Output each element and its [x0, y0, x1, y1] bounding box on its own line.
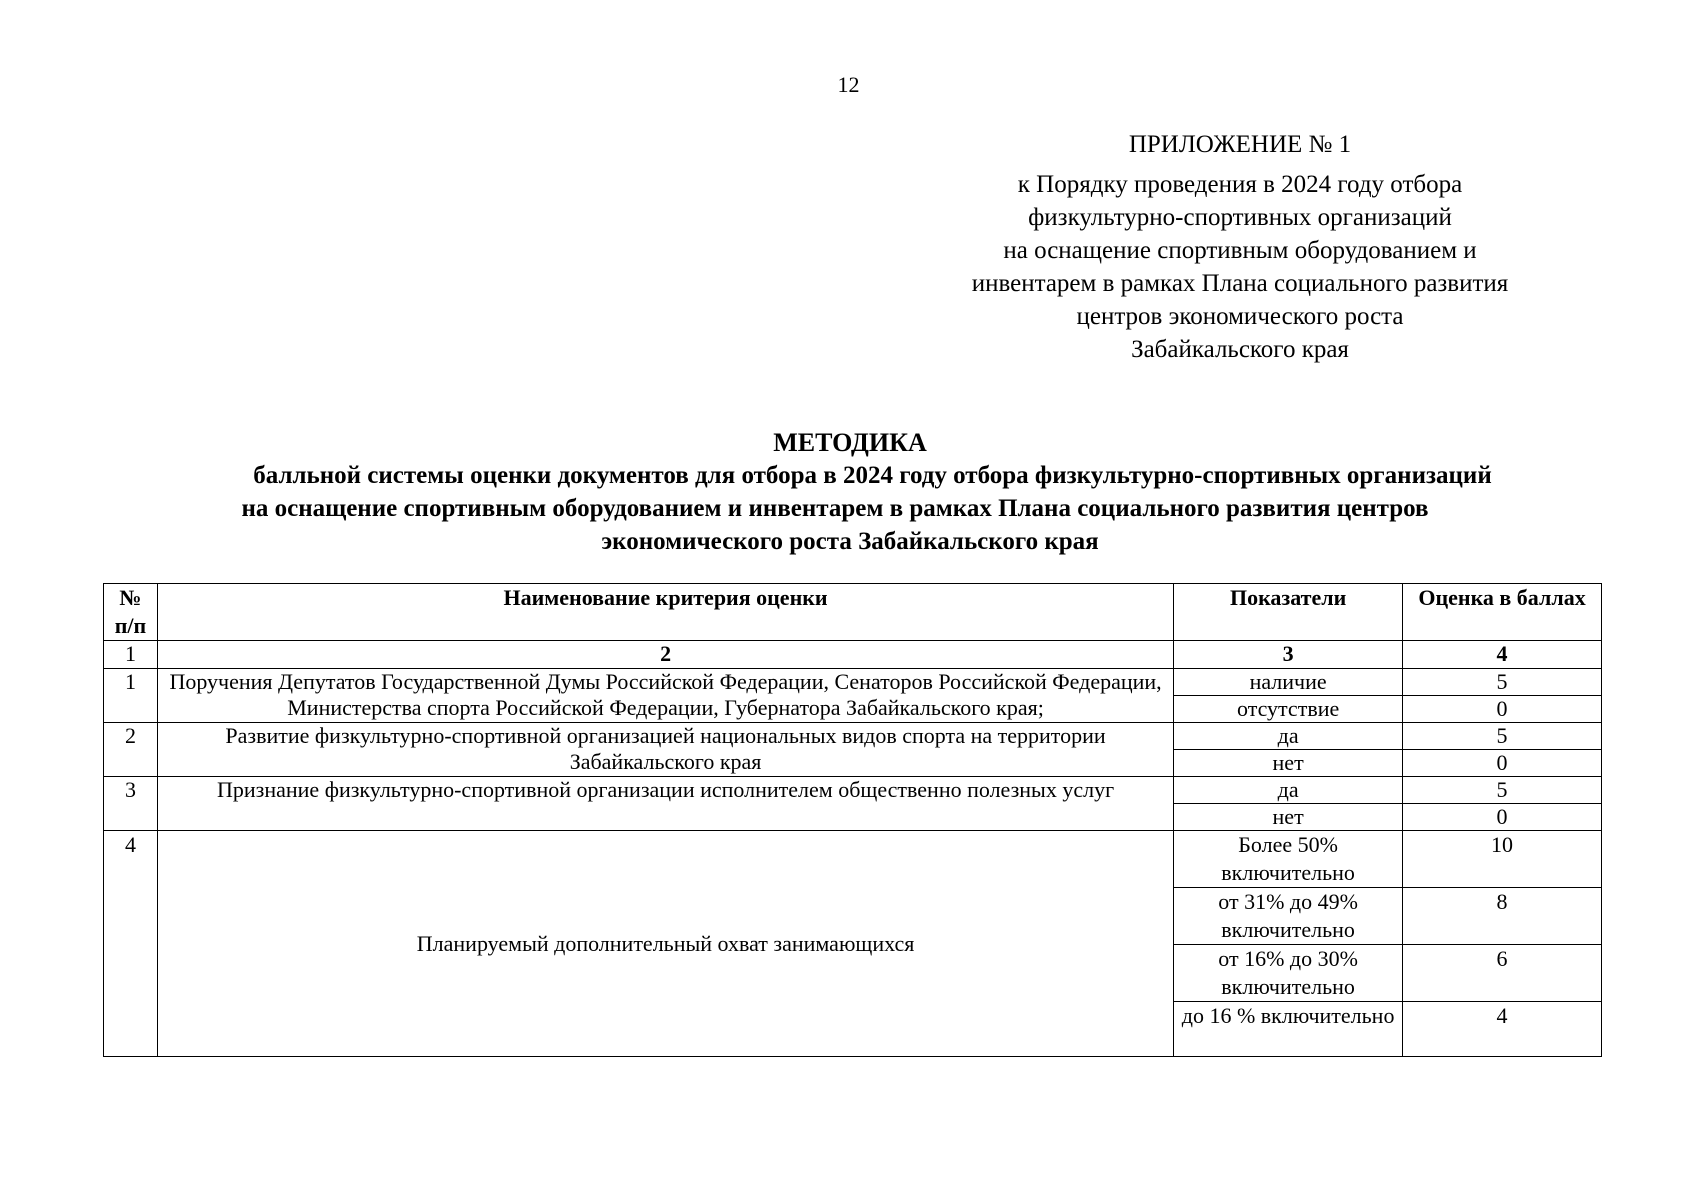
score-cell: 0	[1403, 750, 1602, 777]
indicator-cell: да	[1174, 777, 1403, 804]
header-num: № п/п	[104, 584, 158, 641]
heading-line: балльной системы оценки документов для отбора в 2024 году отбора физкультурно-спортивных организаций	[253, 462, 1492, 489]
column-number: 3	[1174, 641, 1403, 669]
appendix-line: Забайкальского края	[1131, 336, 1349, 363]
header-score: Оценка в баллах	[1403, 584, 1602, 641]
indicator-cell: нет	[1174, 750, 1403, 777]
score-cell: 10	[1403, 831, 1602, 888]
score-cell: 5	[1403, 723, 1602, 750]
heading-title: МЕТОДИКА	[773, 428, 927, 457]
indicator-cell: от 16% до 30% включительно	[1174, 945, 1403, 1002]
appendix-block	[940, 128, 1540, 366]
indicator-cell: наличие	[1174, 669, 1403, 696]
appendix-line: на оснащение спортивным оборудованием и	[1003, 237, 1477, 264]
column-number: 2	[157, 641, 1173, 669]
heading-line: на оснащение спортивным оборудованием и инвентарем в рамках Плана социального развития центров	[241, 495, 1429, 522]
criteria-table	[103, 583, 1602, 1057]
appendix-line: физкультурно-спортивных организаций	[1028, 204, 1452, 231]
header-indicators: Показатели	[1174, 584, 1403, 641]
table-row	[104, 723, 1602, 750]
appendix-title: ПРИЛОЖЕНИЕ № 1	[1128, 131, 1352, 158]
criterion-cell: Признание физкультурно-спортивной организации исполнителем общественно полезных услуг	[157, 777, 1173, 831]
table-row	[104, 777, 1602, 804]
criterion-cell: Поручения Депутатов Государственной Думы Российской Федерации, Сенаторов Российской Федерации, Министерства спорта Российской Федерации, Губернатора Забайкальского края;	[157, 669, 1173, 723]
score-cell: 8	[1403, 888, 1602, 945]
indicator-cell: от 31% до 49% включительно	[1174, 888, 1403, 945]
header-criterion: Наименование критерия оценки	[157, 584, 1173, 641]
score-cell: 6	[1403, 945, 1602, 1002]
indicator-cell: Более 50% включительно	[1174, 831, 1403, 888]
appendix-line: центров экономического роста	[1076, 303, 1404, 330]
table-row	[104, 669, 1602, 696]
row-num: 4	[104, 831, 158, 1057]
column-number: 4	[1403, 641, 1602, 669]
table-row	[104, 831, 1602, 888]
row-num: 1	[104, 669, 158, 723]
indicator-cell: да	[1174, 723, 1403, 750]
appendix-line: к Порядку проведения в 2024 году отбора	[1017, 171, 1463, 198]
row-num: 3	[104, 777, 158, 831]
criterion-cell: Развитие физкультурно-спортивной организацией национальных видов спорта на территории Забайкальского края	[157, 723, 1173, 777]
score-cell: 5	[1403, 669, 1602, 696]
score-cell: 0	[1403, 696, 1602, 723]
indicator-cell: отсутствие	[1174, 696, 1403, 723]
page-number: 12	[837, 72, 860, 97]
row-num: 2	[104, 723, 158, 777]
column-number-row	[104, 641, 1602, 669]
indicator-cell: нет	[1174, 804, 1403, 831]
criterion-cell: Планируемый дополнительный охват занимающихся	[157, 831, 1173, 1057]
table-header-row	[104, 584, 1602, 641]
score-cell: 0	[1403, 804, 1602, 831]
heading-line: экономического роста Забайкальского края	[601, 528, 1099, 555]
indicator-cell: до 16 % включительно	[1174, 1002, 1403, 1057]
document-heading	[100, 426, 1600, 558]
score-cell: 5	[1403, 777, 1602, 804]
column-number: 1	[104, 641, 158, 669]
appendix-line: инвентарем в рамках Плана социального развития	[971, 270, 1509, 297]
score-cell: 4	[1403, 1002, 1602, 1057]
